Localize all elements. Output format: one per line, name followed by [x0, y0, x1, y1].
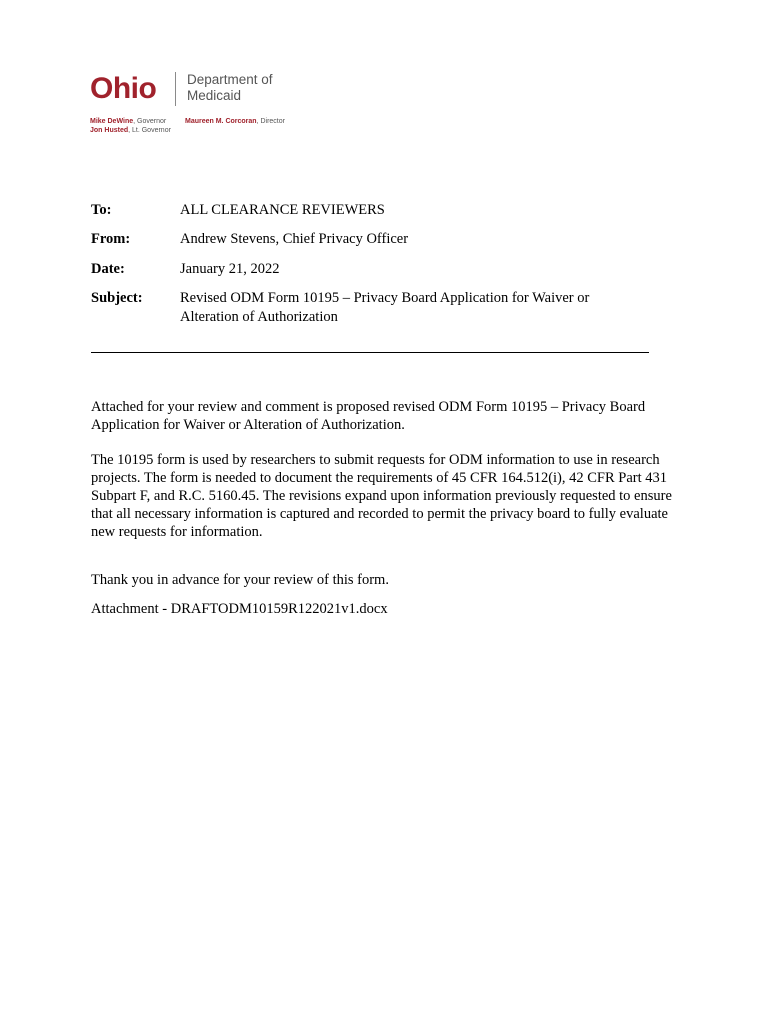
lt-governor-name: Jon Husted — [90, 127, 129, 134]
state-officials — [90, 117, 171, 135]
letterhead — [90, 68, 390, 138]
director — [185, 117, 285, 126]
body-paragraph-2: The 10195 form is used by researchers to submit requests for ODM information to use in research projects. The form is needed to document the requirements of 45 CFR 164.512(i), 42 CFR Part 431 Subpart F, and R.C. 5160.45. The revisions expand upon information previously requested to ensure that all necessary information is captured and recorded to permit the privacy board to fully evaluate new requests for information. — [91, 452, 672, 540]
director-name: Maureen M. Corcoran — [185, 118, 257, 125]
department-name: Department of Medicaid — [187, 72, 273, 103]
lt-governor-title: , Lt. Governor — [128, 127, 171, 134]
to-value: ALL CLEARANCE REVIEWERS — [180, 202, 385, 218]
date-value: January 21, 2022 — [180, 261, 280, 277]
director-title: , Director — [256, 118, 285, 125]
subject-label: Subject: — [91, 290, 143, 306]
from-value: Andrew Stevens, Chief Privacy Officer — [180, 231, 409, 247]
from-label: From: — [91, 231, 131, 247]
subject-value: Revised ODM Form 10195 – Privacy Board Application for Waiver or Alteration of Authorization — [180, 290, 590, 325]
header-divider — [91, 352, 649, 353]
attachment-line: Attachment - DRAFTODM10159R122021v1.docx — [91, 601, 388, 617]
governor-name: Mike DeWine — [90, 118, 134, 125]
logo-divider — [175, 72, 176, 106]
body-paragraph-1: Attached for your review and comment is proposed revised ODM Form 10195 – Privacy Board Application for Waiver or Alteration of Authorization. — [91, 399, 646, 433]
governor-title: , Governor — [133, 118, 167, 125]
body-paragraph-3: Thank you in advance for your review of this form. — [91, 572, 389, 588]
ohio-logo: Ohio — [90, 72, 157, 105]
date-label: Date: — [91, 261, 125, 277]
to-label: To: — [91, 202, 112, 218]
